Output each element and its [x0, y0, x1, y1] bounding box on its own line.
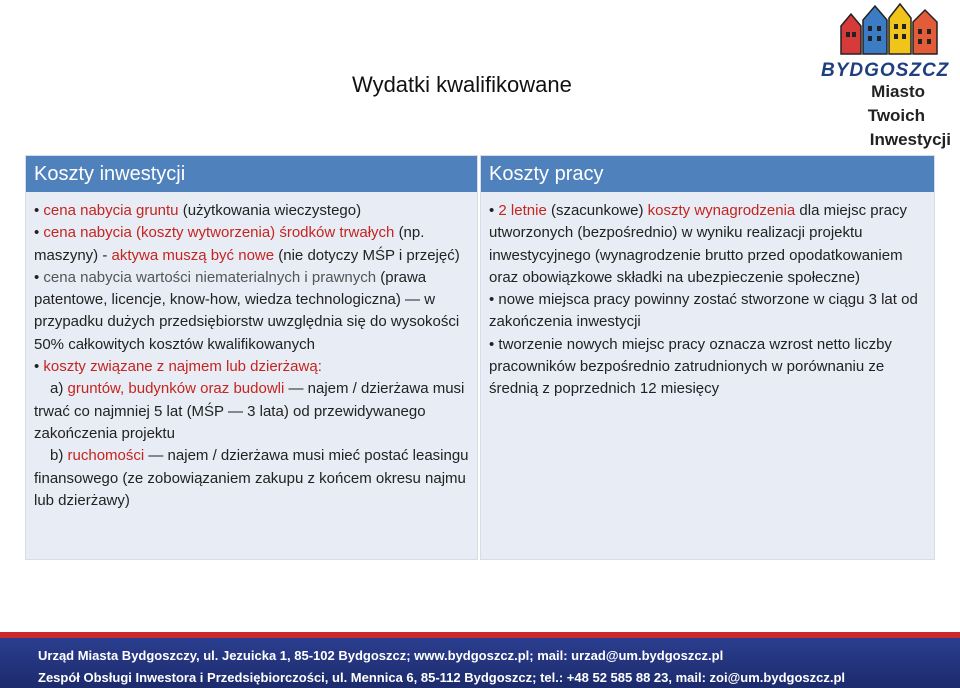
logo-tagline-2: Twoich [867, 106, 925, 125]
city-logo [815, 2, 955, 152]
list-item: • 2 letnie (szacunkowe) koszty wynagrodzenia dla miejsc pracy utworzonych (bezpośrednio) w wyniku realizacji projektu inwestycyjnego (wynagrodzenie brutto przed opodatkowaniem oraz obowiązkowe składki na ubezpieczenie społeczne) [489, 202, 907, 286]
list-item: • tworzenie nowych miejsc pracy oznacza wzrost netto liczby pracowników bezpośrednio zatrudnionych w porównaniu ze średnią z poprzednich 12 miesięcy [489, 335, 892, 398]
page-title: Wydatki kwalifikowane [352, 72, 572, 97]
investment-costs-panel [25, 155, 478, 560]
houses-icon [839, 2, 944, 60]
logo-tagline-1: Miasto [871, 82, 925, 101]
labor-costs-body [481, 192, 934, 401]
list-item: • koszty związane z najmem lub dzierżawą: [34, 358, 322, 376]
labor-costs-heading: Koszty pracy [481, 156, 934, 192]
footer [0, 638, 960, 688]
logo-tagline-3: Inwestycji [869, 130, 951, 149]
list-item: • cena nabycia (koszty wytworzenia) środków trwałych (np. maszyny) - aktywa muszą być nowe (nie dotyczy MŚP i przejęć) [34, 224, 460, 264]
list-item: • nowe miejsca pracy powinny zostać stworzone w ciągu 3 lat od zakończenia inwestycji [489, 291, 918, 331]
sub-item-b: b) ruchomości — najem / dzierżawa musi mieć postać leasingu finansowego (ze zobowiązaniem zakupu z końcem okresu najmu lub dzierżawy) [34, 447, 469, 509]
investment-costs-body [26, 192, 477, 512]
footer-line-2: Zespół Obsługi Inwestora i Przedsiębiorczości, ul. Mennica 6, 85-112 Bydgoszcz; tel.: +48 52 585 88 23, mail: zoi@um.bydgoszcz.pl [38, 670, 846, 685]
investment-costs-heading: Koszty inwestycji [26, 156, 477, 192]
logo-wordmark: BYDGOSZCZ [821, 60, 950, 81]
footer-line-1: Urząd Miasta Bydgoszczy, ul. Jezuicka 1, 85-102 Bydgoszcz; www.bydgoszcz.pl; mail: urzad@um.bydgoszcz.pl [38, 648, 724, 663]
list-item: • cena nabycia gruntu (użytkowania wieczystego) [34, 202, 362, 219]
sub-item-a: a) gruntów, budynków oraz budowli — najem / dzierżawa musi trwać co najmniej 5 lat (MŚP — 3 lata) od przewidywanego zakończenia projektu [34, 380, 465, 442]
list-item: • cena nabycia wartości niematerialnych i prawnych (prawa patentowe, licencje, know-how, wiedza technologiczna) — w przypadku dużych przedsiębiorstw uwzględnia się do wysokości 50% całkowitych kosztów kwalifikowanych [34, 268, 460, 353]
labor-costs-panel [480, 155, 935, 560]
